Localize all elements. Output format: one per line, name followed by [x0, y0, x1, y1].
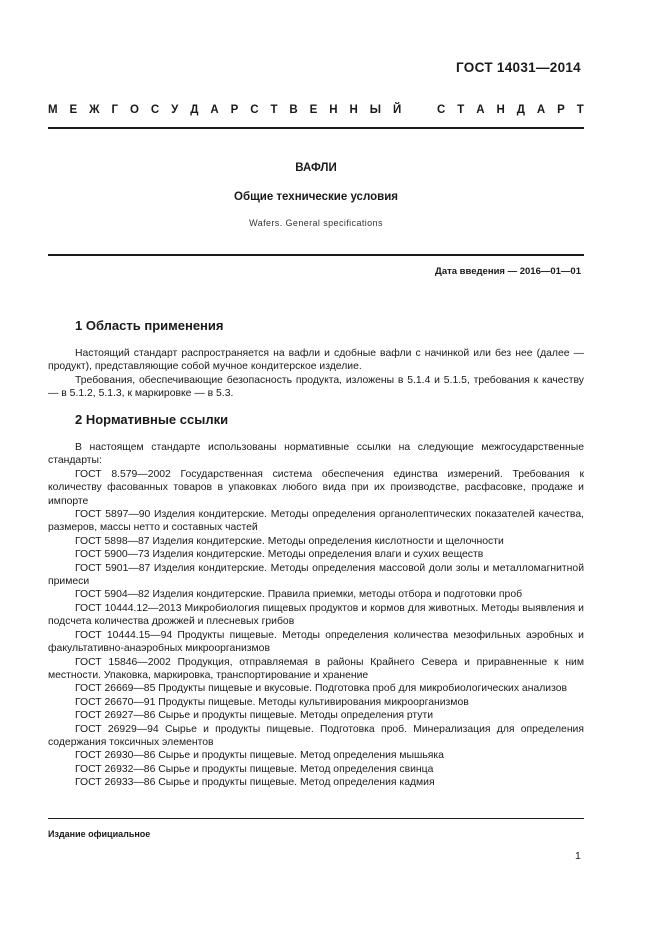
banner-letter: Р — [557, 104, 565, 116]
interstate-standard-banner — [48, 104, 584, 116]
section-1-body — [48, 347, 584, 401]
reference-item: ГОСТ 26932—86 Сырье и продукты пищевые. Метод определения свинца — [75, 763, 434, 775]
banner-letter: Р — [230, 104, 239, 116]
banner-letter: Н — [349, 104, 358, 116]
banner-letter: Н — [329, 104, 338, 116]
banner-letter: Т — [270, 104, 278, 116]
section-2-heading: 2 Нормативные ссылки — [75, 412, 229, 427]
english-title: Wafers. General specifications — [249, 218, 383, 228]
section-1-heading: 1 Область применения — [75, 318, 224, 333]
banner-letter: Н — [496, 104, 505, 116]
banner-letter: Т — [457, 104, 465, 116]
banner-letter: Е — [69, 104, 78, 116]
reference-item: ГОСТ 10444.12—2013 Микробиология пищевых продуктов и кормов для животных. Методы выявления и подсчета количества дрожжей и плесневых грибов — [48, 602, 584, 628]
banner-letter: Е — [309, 104, 318, 116]
reference-item: ГОСТ 26930—86 Сырье и продукты пищевые. Метод определения мышьяка — [75, 750, 444, 762]
banner-letter: У — [171, 104, 179, 116]
reference-item: ГОСТ 5900—73 Изделия кондитерские. Методы определения влаги и сухих веществ — [75, 549, 484, 561]
banner-letter: Т — [576, 104, 584, 116]
banner-letter: А — [536, 104, 546, 116]
reference-item: ГОСТ 5901—87 Изделия кондитерские. Методы определения массовой доли золы и металломагнитной примеси — [48, 562, 584, 588]
document-code: ГОСТ 14031—2014 — [456, 60, 581, 75]
introduction-date: Дата введения — 2016—01—01 — [435, 266, 581, 277]
reference-item: ГОСТ 26933—86 Сырье и продукты пищевые. Метод определения кадмия — [75, 777, 435, 789]
document-subtitle: Общие технические условия — [234, 191, 398, 203]
banner-letter: А — [476, 104, 485, 116]
reference-item: ГОСТ 15846—2002 Продукция, отправляемая в районы Крайнего Севера и приравненные к ним местности. Упаковка, маркировка, транспортирование и хранение — [48, 656, 584, 681]
paragraph: Настоящий стандарт распространяется на вафли и сдобные вафли с начинкой или без нее (далее — продукт), представляющие собой мучное кондитерское изделие. — [48, 348, 584, 373]
banner-letter: А — [210, 104, 219, 116]
reference-item: ГОСТ 5904—82 Изделия кондитерские. Правила приемки, методы отбора и подготовки проб — [75, 589, 523, 601]
banner-letter: Ы — [369, 104, 382, 116]
banner-letter: С — [250, 104, 259, 116]
reference-item: ГОСТ 26927—86 Сырье и продукты пищевые. Методы определения ртути — [75, 710, 434, 722]
paragraph: В настоящем стандарте использованы нормативные ссылки на следующие межгосударственные стандарты: — [48, 442, 584, 467]
paragraph: Требования, обеспечивающие безопасность продукта, изложены в 5.1.4 и 5.1.5, требования к качеству — в 5.1.2, 5.1.3, к маркировке — в 5.3. — [48, 374, 584, 400]
banner-letter: С — [437, 104, 446, 116]
banner-letter: Г — [111, 104, 119, 116]
page-number: 1 — [575, 850, 581, 862]
reference-item: ГОСТ 26670—91 Продукты пищевые. Методы культивирования микроорганизмов — [75, 696, 469, 708]
banner-letter: Й — [392, 104, 402, 116]
reference-item: ГОСТ 8.579—2002 Государственная система обеспечения единства измерений. Требования к количеству фасованных товаров в упаковках любого вида при их производстве, расфасовке, продаже и импорте — [48, 468, 584, 507]
reference-item: ГОСТ 5897—90 Изделия кондитерские. Методы определения органолептических показателей качества, размеров, массы нетто и составных частей — [48, 509, 584, 534]
banner-letter: О — [129, 104, 139, 116]
reference-item: ГОСТ 10444.15—94 Продукты пищевые. Методы определения количества мезофильных аэробных и факультативно-анаэробных микроорганизмов — [48, 629, 584, 655]
reference-item: ГОСТ 5898—87 Изделия кондитерские. Методы определения кислотности и щелочности — [75, 535, 504, 547]
banner-letter: Ж — [89, 104, 100, 116]
banner-letter: Д — [516, 104, 525, 116]
reference-item: ГОСТ 26929—94 Сырье и продукты пищевые. Подготовка проб. Минерализация для определения содержания токсичных элементов — [48, 723, 584, 748]
banner-letter: М — [48, 104, 58, 116]
official-edition-label: Издание официальное — [48, 829, 151, 839]
banner-letter: В — [289, 104, 298, 116]
footer-rule — [48, 818, 584, 819]
title-rule — [48, 254, 584, 256]
reference-item: ГОСТ 26669—85 Продукты пищевые и вкусовые. Подготовка проб для микробиологических анализов — [75, 683, 568, 695]
document-title: ВАФЛИ — [295, 162, 337, 174]
header-rule — [48, 127, 584, 129]
banner-letter: Д — [190, 104, 199, 116]
section-2-body — [48, 441, 584, 790]
banner-letter: С — [150, 104, 160, 116]
